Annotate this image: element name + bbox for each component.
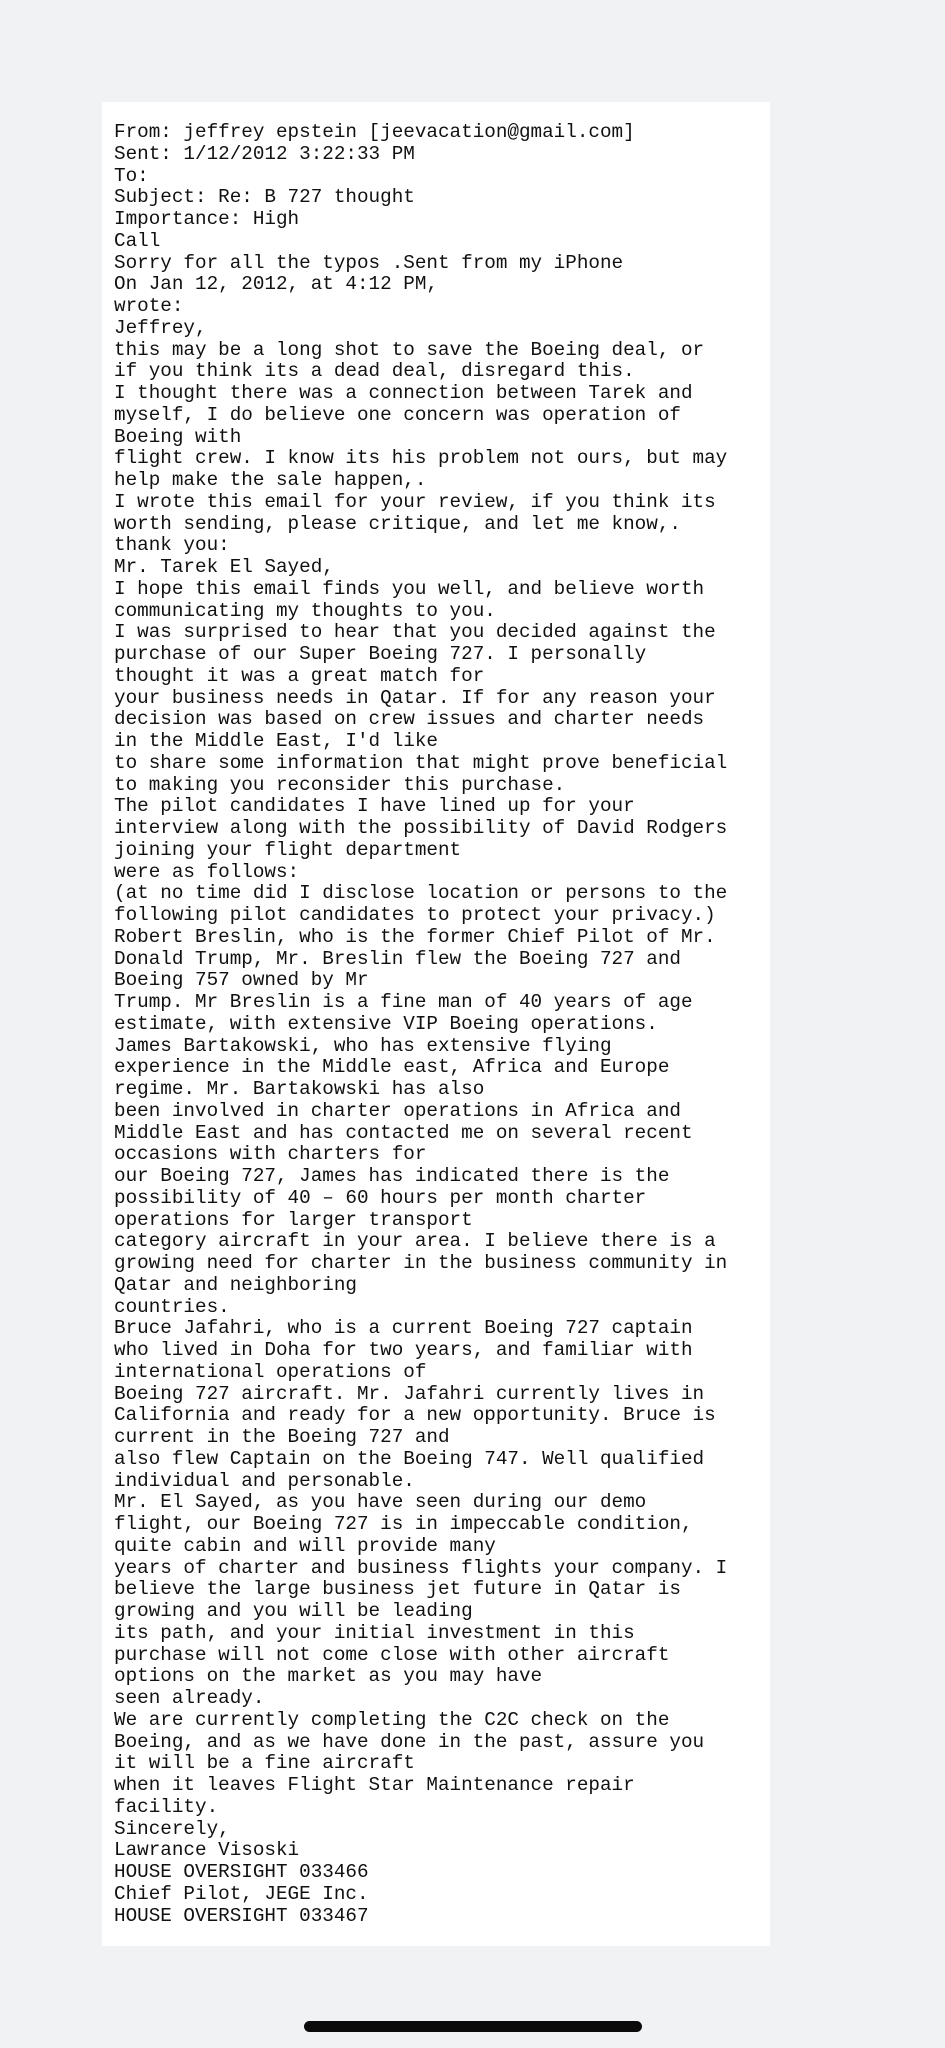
document-line: Bruce Jafahri, who is a current Boeing 727 captain (114, 1317, 693, 1340)
document-line: Importance: High (114, 208, 300, 230)
document-line: were as follows: (114, 860, 300, 883)
document-line: We are currently completing the C2C check on the (114, 1708, 670, 1731)
document-line: when it leaves Flight Star Maintenance repair (114, 1774, 635, 1796)
document-line: its path, and your initial investment in this (114, 1621, 635, 1644)
document-line: been involved in charter operations in Africa and (114, 1099, 681, 1122)
document-line: options on the market as you may have (114, 1665, 543, 1688)
document-line: purchase of our Super Boeing 727. I personally (114, 643, 647, 665)
document-line: in the Middle East, I'd like (114, 730, 438, 752)
document-line: flight crew. I know its his problem not ours, but may (114, 447, 728, 470)
document-line: growing and you will be leading (114, 1600, 473, 1622)
document-line: (at no time did I disclose location or persons to the (114, 882, 728, 905)
document-line: thank you: (114, 534, 230, 557)
document-line: James Bartakowski, who has extensive flying (114, 1034, 612, 1057)
document-line: wrote: (114, 295, 184, 317)
document-line: Mr. El Sayed, as you have seen during our demo (114, 1491, 647, 1514)
document-line: seen already. (114, 1687, 265, 1709)
document-line: interview along with the possibility of David Rodgers (114, 817, 728, 839)
document-line: On Jan 12, 2012, at 4:12 PM, (114, 273, 438, 296)
document-line: thought it was a great match for (114, 664, 485, 687)
document-line: category aircraft in your area. I believe there is a (114, 1230, 716, 1253)
document-line: Trump. Mr Breslin is a fine man of 40 years of age (114, 991, 693, 1013)
document-line: flight, our Boeing 727 is in impeccable condition, (114, 1513, 693, 1535)
document-line: Lawrance Visoski (114, 1839, 300, 1862)
document-line: HOUSE OVERSIGHT 033466 (114, 1861, 369, 1883)
document-line: estimate, with extensive VIP Boeing operations. (114, 1012, 658, 1035)
document-line: growing need for charter in the business community in (114, 1252, 728, 1274)
document-line: To: (114, 164, 149, 187)
document-line: Jeffrey, (114, 316, 207, 339)
document-line: Boeing, and as we have done in the past, assure you (114, 1730, 705, 1753)
document-line: also flew Captain on the Boeing 747. Well qualified (114, 1447, 705, 1470)
document-line: purchase will not come close with other aircraft (114, 1643, 670, 1666)
document-line: communicating my thoughts to you. (114, 599, 496, 622)
document-line: decision was based on crew issues and charter needs (114, 708, 705, 731)
document-line: to making you reconsider this purchase. (114, 773, 566, 796)
document-line: Boeing 727 aircraft. Mr. Jafahri currently lives in (114, 1382, 705, 1405)
document-line: I hope this email finds you well, and believe worth (114, 577, 705, 600)
document-line: worth sending, please critique, and let me know,. (114, 512, 681, 535)
document-line: I thought there was a connection between Tarek and (114, 382, 693, 404)
document-line: Subject: Re: B 727 thought (114, 186, 415, 209)
document-line: it will be a fine aircraft (114, 1752, 415, 1775)
document-line: The pilot candidates I have lined up for your (114, 795, 635, 818)
document-line: Chief Pilot, JEGE Inc. (114, 1882, 369, 1905)
document-line: Sincerely, (114, 1817, 230, 1840)
document-line: myself, I do believe one concern was operation of (114, 403, 681, 426)
home-indicator[interactable] (304, 2021, 642, 2032)
document-line: regime. Mr. Bartakowski has also (114, 1078, 485, 1100)
document-line: Qatar and neighboring (114, 1273, 357, 1296)
document-line: our Boeing 727, James has indicated there is the (114, 1165, 670, 1187)
document-line: possibility of 40 – 60 hours per month charter (114, 1186, 647, 1209)
document-line: Middle East and has contacted me on several recent (114, 1121, 693, 1144)
document-line: From: jeffrey epstein [jeevacation@gmail.com] (114, 121, 635, 143)
document-line: Sorry for all the typos .Sent from my iPhone (114, 251, 624, 274)
document-line: Robert Breslin, who is the former Chief Pilot of Mr. (114, 925, 716, 948)
document-line: Boeing 757 owned by Mr (114, 969, 369, 992)
document-line: occasions with charters for (114, 1143, 427, 1166)
document-line: to share some information that might prove beneficial (114, 751, 728, 774)
document-line: joining your flight department (114, 838, 462, 861)
document-line: this may be a long shot to save the Boeing deal, or (114, 338, 705, 361)
document-line: Call (114, 229, 161, 252)
document-line: Mr. Tarek El Sayed, (114, 556, 334, 578)
document-line: quite cabin and will provide many (114, 1534, 496, 1557)
document-line: believe the large business jet future in Qatar is (114, 1578, 681, 1601)
document-line: Boeing with (114, 425, 242, 448)
document-line: I was surprised to hear that you decided against the (114, 621, 716, 644)
document-line: international operations of (114, 1360, 427, 1383)
document-line: Donald Trump, Mr. Breslin flew the Boeing 727 and (114, 947, 681, 970)
document-line: operations for larger transport (114, 1208, 473, 1231)
document-line: who lived in Doha for two years, and familiar with (114, 1339, 693, 1361)
document-line: help make the sale happen,. (114, 469, 427, 491)
document-line: I wrote this email for your review, if you think its (114, 490, 716, 513)
document-line: following pilot candidates to protect your privacy.) (114, 904, 716, 926)
document-line: California and ready for a new opportunity. Bruce is (114, 1404, 716, 1427)
document-line: facility. (114, 1795, 219, 1818)
document-line: if you think its a dead deal, disregard this. (114, 360, 635, 383)
document-line: years of charter and business flights your company. I (114, 1556, 728, 1579)
document-page (102, 102, 770, 1946)
document-line: Sent: 1/12/2012 3:22:33 PM (114, 142, 415, 165)
document-line: your business needs in Qatar. If for any reason your (114, 686, 716, 709)
document-line: experience in the Middle east, Africa and Europe (114, 1056, 670, 1079)
document-line: countries. (114, 1295, 230, 1318)
document-line: current in the Boeing 727 and (114, 1426, 450, 1448)
document-line: HOUSE OVERSIGHT 033467 (114, 1904, 369, 1927)
document-line: individual and personable. (114, 1469, 415, 1492)
